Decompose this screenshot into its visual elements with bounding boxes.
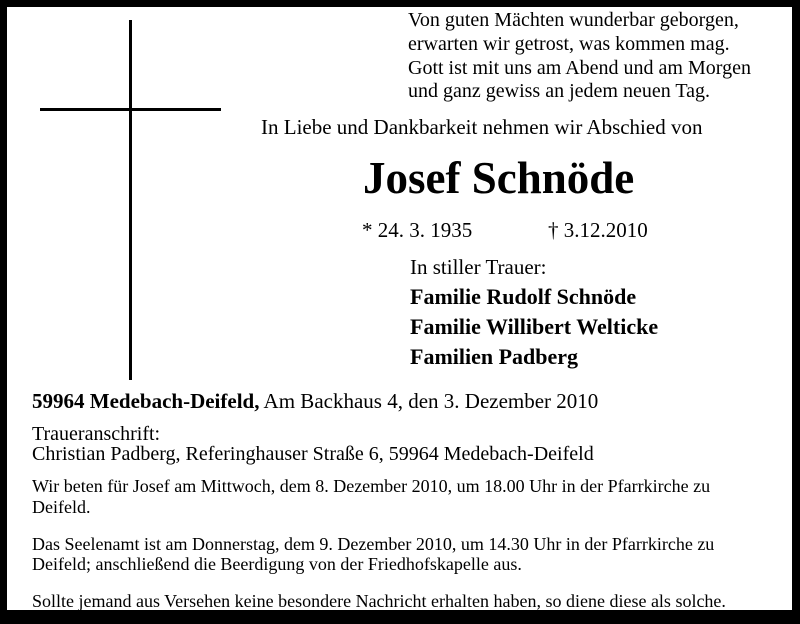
deceased-name: Josef Schnöde <box>363 153 635 203</box>
cross-icon-horizontal <box>40 108 221 111</box>
poem-line: Von guten Mächten wunderbar geborgen, <box>408 9 739 31</box>
family-name: Familie Rudolf Schnöde <box>410 284 637 309</box>
place-rest: Am Backhaus 4, den 3. Dezember 2010 <box>259 389 599 413</box>
closing-line: Sollte jemand aus Versehen keine besondere Nachricht erhalten haben, so diene diese als solche. <box>32 591 726 611</box>
family-name: Familien Padberg <box>410 344 579 369</box>
cross-icon-vertical <box>129 20 132 380</box>
requiem-line: Das Seelenamt ist am Donnerstag, dem 9. Dezember 2010, um 14.30 Uhr in der Pfarrkirche zu <box>32 534 715 554</box>
death-date: † 3.12.2010 <box>548 218 648 242</box>
mourning-address: Christian Padberg, Referinghauser Straße 6, 59964 Medebach-Deifeld <box>32 443 594 465</box>
prayer-line: Wir beten für Josef am Mittwoch, dem 8. Dezember 2010, um 18.00 Uhr in der Pfarrkirche zu <box>32 476 711 496</box>
family-name: Familie Willibert Welticke <box>410 314 659 339</box>
poem-line: Gott ist mit uns am Abend und am Morgen <box>408 57 751 79</box>
intro-text: In Liebe und Dankbarkeit nehmen wir Abschied von <box>261 115 703 139</box>
poem-line: und ganz gewiss an jedem neuen Tag. <box>408 80 711 102</box>
mourning-address-label: Traueranschrift: <box>32 423 161 445</box>
poem-line: erwarten wir getrost, was kommen mag. <box>408 33 730 55</box>
prayer-line: Deifeld. <box>32 497 91 517</box>
place-bold: 59964 Medebach-Deifeld, <box>32 389 260 413</box>
place-date-line <box>32 391 598 412</box>
requiem-line: Deifeld; anschließend die Beerdigung von der Friedhofskapelle aus. <box>32 554 522 574</box>
mourning-label: In stiller Trauer: <box>410 255 547 279</box>
birth-date: * 24. 3. 1935 <box>362 218 473 242</box>
